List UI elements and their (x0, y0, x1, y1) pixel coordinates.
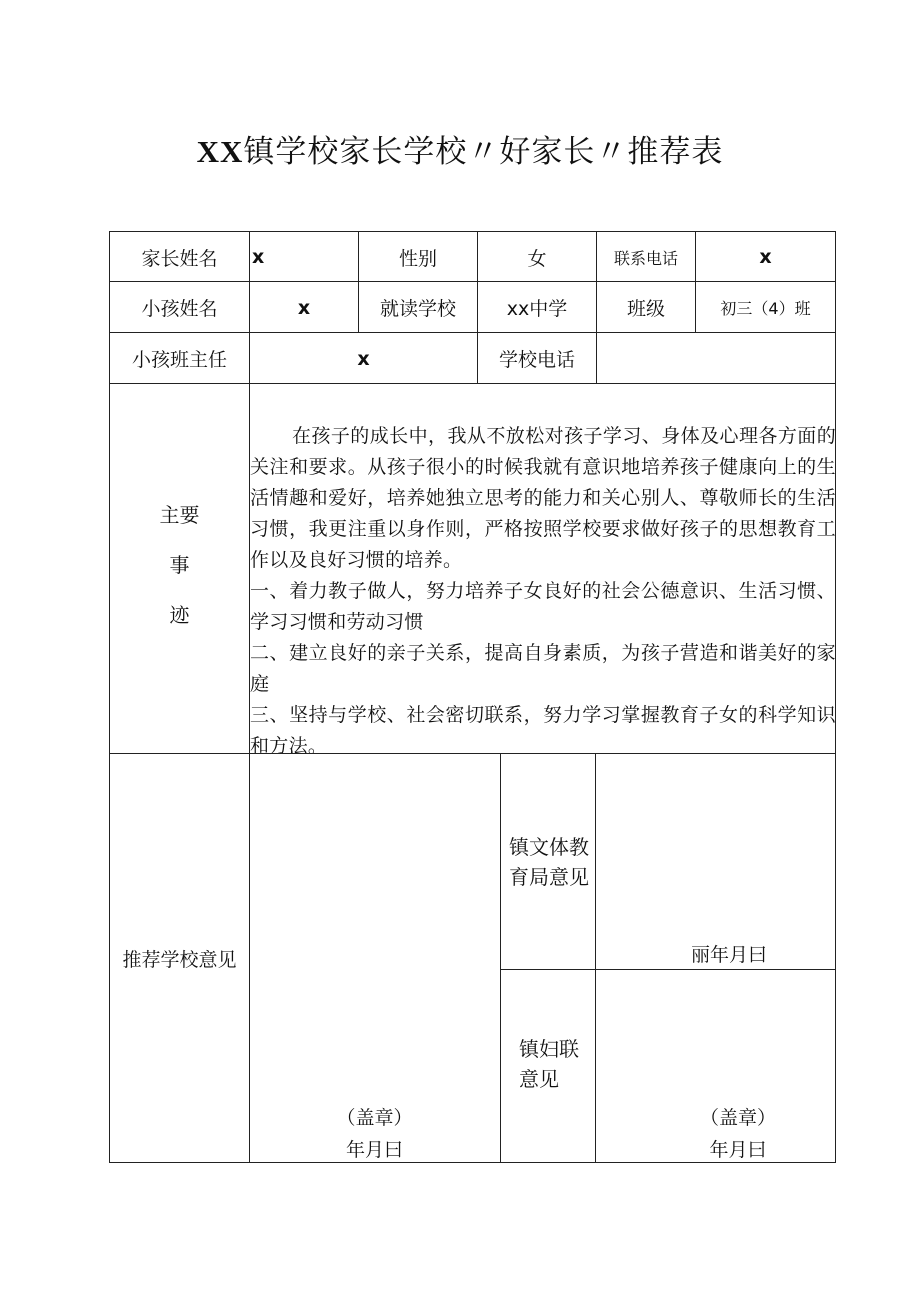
school-opinion-label: 推荐学校意见 (109, 753, 249, 1163)
bureau-opinion-label (500, 753, 595, 969)
bureau-date: 丽年月曰 (690, 944, 767, 966)
child-name-label: 小孩姓名 (109, 281, 249, 333)
deeds-text (250, 421, 836, 762)
women-federation-opinion-label (500, 969, 595, 1163)
child-name-value[interactable]: x (249, 281, 358, 333)
school-date: 年月曰 (345, 1139, 403, 1161)
head-teacher-label: 小孩班主任 (109, 332, 249, 384)
phone-value[interactable]: x (695, 231, 836, 282)
class-value[interactable]: 初三（4）班 (695, 281, 836, 333)
deeds-item: 一、着力教子做人，努力培养子女良好的社会公德意识、生活习惯、学习习惯和劳动习惯 (250, 580, 836, 633)
page-title (0, 126, 920, 178)
deeds-item: 三、坚持与学校、社会密切联系，努力学习掌握教育子女的科学知识和方法。 (250, 704, 836, 757)
school-phone-value[interactable] (596, 332, 836, 384)
class-label: 班级 (596, 281, 695, 333)
deeds-label-cell (109, 383, 249, 754)
deeds-label-line: 事 (169, 553, 190, 577)
parent-name-label: 家长姓名 (109, 231, 249, 282)
school-phone-label: 学校电话 (477, 332, 596, 384)
recommendation-form-table (109, 231, 836, 1163)
head-teacher-value[interactable]: x (249, 332, 477, 384)
title-prefix: XX (196, 134, 244, 169)
women-label-line1: 镇妇联 (519, 1037, 579, 1061)
deeds-paragraph: 在孩子的成长中，我从不放松对孩子学习、身体及心理各方面的关注和要求。从孩子很小的时候我就有意识地培养孩子健康向上的生活情趣和爱好，培养她独立思考的能力和关心别人、尊敬师长的生活习惯，我更注重以身作则，严格按照学校要求做好孩子的思想教育工作以及良好习惯的培养。 (250, 425, 836, 571)
women-date: 年月曰 (709, 1139, 767, 1161)
women-seal: （盖章） (699, 1107, 776, 1129)
deeds-label-line: 主要 (159, 503, 200, 527)
gender-label: 性别 (358, 231, 477, 282)
bureau-label-line2: 育局意见 (509, 865, 589, 889)
school-seal: （盖章） (336, 1107, 413, 1129)
phone-label: 联系电话 (596, 231, 695, 282)
deeds-label (160, 490, 200, 640)
title-text: 镇学校家长学校〃好家长〃推荐表 (243, 134, 724, 170)
deeds-label-line: 迹 (169, 603, 190, 627)
school-value[interactable]: xx中学 (477, 281, 596, 333)
bureau-label-line1: 镇文体教 (509, 835, 589, 859)
gender-value[interactable]: 女 (477, 231, 596, 282)
women-label-line2: 意见 (519, 1067, 559, 1091)
school-label: 就读学校 (358, 281, 477, 333)
deeds-item: 二、建立良好的亲子关系，提高自身素质，为孩子营造和谐美好的家庭 (250, 642, 836, 695)
parent-name-value[interactable]: x (249, 231, 358, 282)
bureau-opinion-area[interactable] (595, 753, 836, 969)
